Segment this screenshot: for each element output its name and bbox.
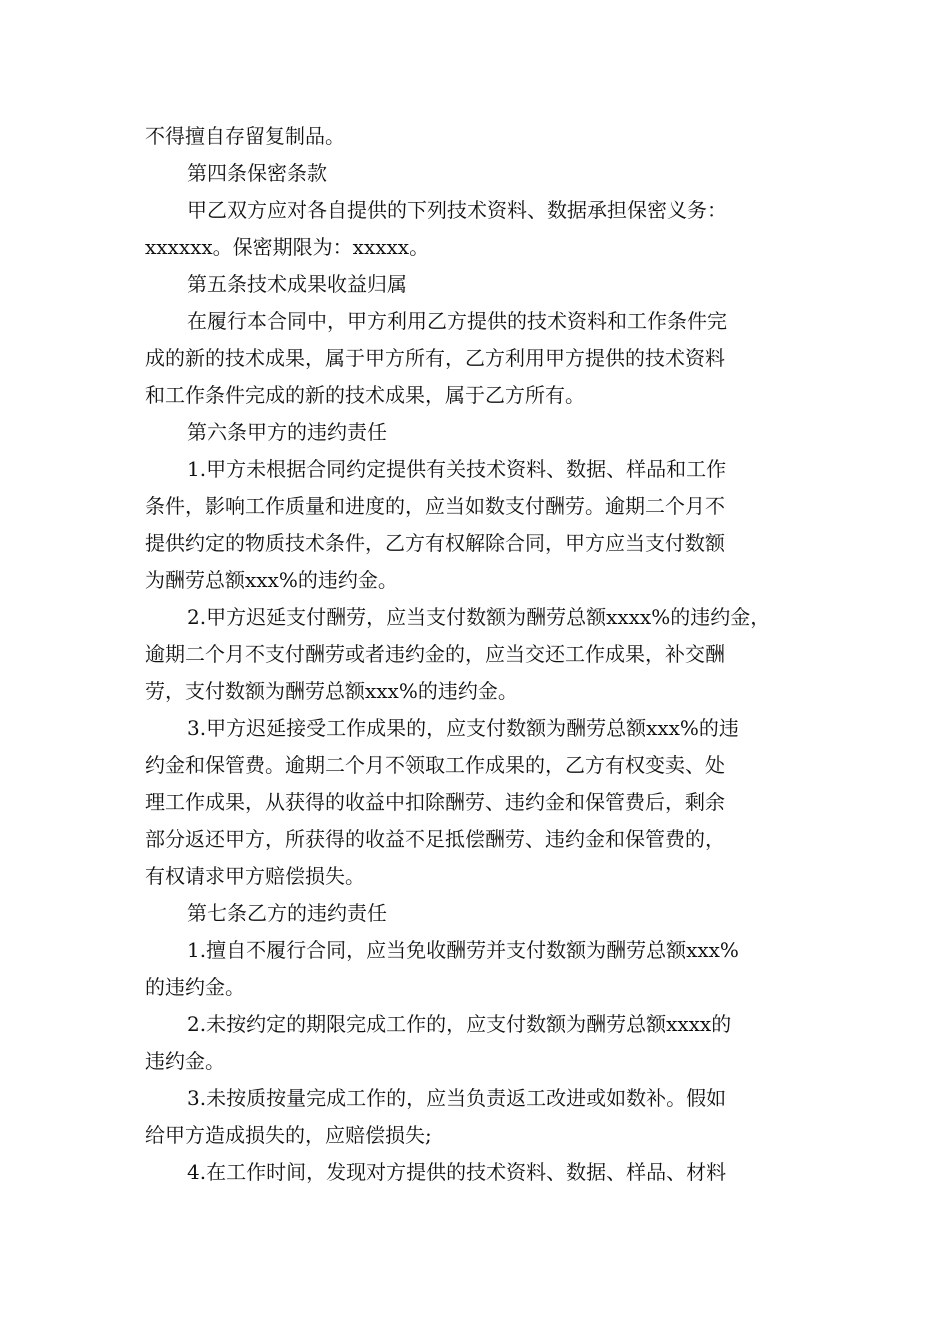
section-heading <box>145 266 810 303</box>
text-line: 有权请求甲方赔偿损失。 <box>145 864 365 888</box>
text-line: 在履行本合同中，甲方利用乙方提供的技术资料和工作条件完 <box>187 309 727 333</box>
document-page <box>145 118 810 1191</box>
text-line: 劳，支付数额为酬劳总额xxx%的违约金。 <box>145 679 518 703</box>
text-line: 2.甲方迟延支付酬劳，应当支付数额为酬劳总额xxxx%的违约金， <box>187 605 771 629</box>
paragraph <box>145 932 810 1006</box>
text-line: 甲乙双方应对各自提供的下列技术资料、数据承担保密义务： <box>187 198 727 222</box>
text-line: 约金和保管费。逾期二个月不领取工作成果的，乙方有权变卖、处 <box>145 753 725 777</box>
text-line: xxxxxx。保密期限为：xxxxx。 <box>145 235 430 259</box>
paragraph <box>145 118 810 155</box>
paragraph <box>145 710 810 895</box>
section-heading <box>145 895 810 932</box>
text-line: 违约金。 <box>145 1049 225 1073</box>
paragraph <box>145 1154 810 1191</box>
paragraph <box>145 451 810 599</box>
text-line: 不得擅自存留复制品。 <box>145 124 345 148</box>
text-line: 3.甲方迟延接受工作成果的，应支付数额为酬劳总额xxx%的违 <box>187 716 739 740</box>
text-line: 4.在工作时间，发现对方提供的技术资料、数据、样品、材料 <box>187 1160 727 1184</box>
section-heading <box>145 155 810 192</box>
text-line: 和工作条件完成的新的技术成果，属于乙方所有。 <box>145 383 585 407</box>
text-line: 成的新的技术成果，属于甲方所有，乙方利用甲方提供的技术资料 <box>145 346 725 370</box>
text-line: 2.未按约定的期限完成工作的，应支付数额为酬劳总额xxxx的 <box>187 1012 732 1036</box>
text-line: 第六条甲方的违约责任 <box>187 420 387 444</box>
text-line: 条件，影响工作质量和进度的，应当如数支付酬劳。逾期二个月不 <box>145 494 725 518</box>
text-line: 第五条技术成果收益归属 <box>187 272 407 296</box>
text-line: 理工作成果，从获得的收益中扣除酬劳、违约金和保管费后，剩余 <box>145 790 725 814</box>
text-line: 1.甲方未根据合同约定提供有关技术资料、数据、样品和工作 <box>187 457 727 481</box>
text-line: 为酬劳总额xxx%的违约金。 <box>145 568 398 592</box>
paragraph <box>145 599 810 710</box>
section-heading <box>145 414 810 451</box>
paragraph <box>145 1006 810 1080</box>
text-line: 提供约定的物质技术条件，乙方有权解除合同，甲方应当支付数额 <box>145 531 725 555</box>
paragraph <box>145 192 810 266</box>
text-line: 逾期二个月不支付酬劳或者违约金的，应当交还工作成果，补交酬 <box>145 642 725 666</box>
text-line: 第四条保密条款 <box>187 161 327 185</box>
text-line: 的违约金。 <box>145 975 245 999</box>
text-line: 3.未按质按量完成工作的，应当负责返工改进或如数补。假如 <box>187 1086 727 1110</box>
paragraph <box>145 1080 810 1154</box>
text-line: 给甲方造成损失的，应赔偿损失; <box>145 1123 432 1147</box>
text-line: 部分返还甲方，所获得的收益不足抵偿酬劳、违约金和保管费的， <box>145 827 725 851</box>
text-line: 1.擅自不履行合同，应当免收酬劳并支付数额为酬劳总额xxx% <box>187 938 739 962</box>
paragraph <box>145 303 810 414</box>
text-line: 第七条乙方的违约责任 <box>187 901 387 925</box>
